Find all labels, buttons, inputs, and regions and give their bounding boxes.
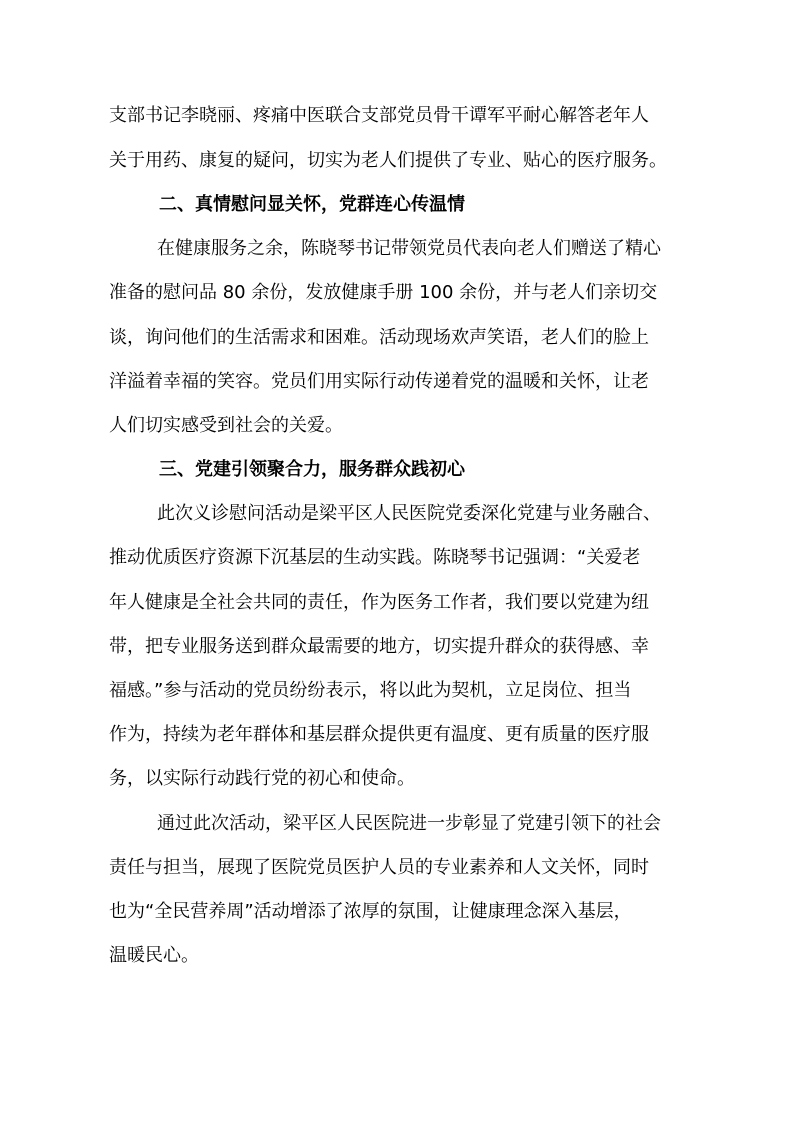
paragraph-2-line-2: 准备的慰问品 80 余份，发放健康手册 100 余份，并与老人们亲切交 bbox=[109, 282, 658, 303]
paragraph-3-line-7: 务，以实际行动践行党的初心和使命。 bbox=[109, 768, 415, 789]
paragraph-4-line-2: 责任与担当，展现了医院党员医护人员的专业素养和人文关怀，同时 bbox=[109, 857, 649, 878]
paragraph-2-line-4: 洋溢着幸福的笑容。党员们用实际行动传递着党的温暖和关怀，让老 bbox=[109, 371, 649, 392]
paragraph-2-line-5: 人们切实感受到社会的关爱。 bbox=[109, 415, 343, 436]
paragraph-4-line-1: 通过此次活动，梁平区人民医院进一步彰显了党建引领下的社会 bbox=[157, 813, 661, 834]
paragraph-3-line-2: 推动优质医疗资源下沉基层的生动实践。陈晓琴书记强调：“关爱老 bbox=[109, 547, 641, 568]
section-heading-2: 二、真情慰问显关怀，党群连心传温情 bbox=[159, 194, 465, 215]
paragraph-1-line-2: 关于用药、康复的疑问，切实为老人们提供了专业、贴心的医疗服务。 bbox=[109, 150, 667, 171]
paragraph-4-line-3: 也为“全民营养周”活动增添了浓厚的氛围，让健康理念深入基层， bbox=[109, 901, 632, 922]
paragraph-3-line-6: 作为，持续为老年群体和基层群众提供更有温度、更有质量的医疗服 bbox=[109, 724, 649, 745]
paragraph-2-line-1: 在健康服务之余，陈晓琴书记带领党员代表向老人们赠送了精心 bbox=[157, 238, 661, 259]
paragraph-1-line-1: 支部书记李晓丽、疼痛中医联合支部党员骨干谭军平耐心解答老年人 bbox=[109, 105, 649, 126]
paragraph-3-line-3: 年人健康是全社会共同的责任，作为医务工作者，我们要以党建为纽 bbox=[109, 592, 649, 613]
paragraph-2-line-3: 谈，询问他们的生活需求和困难。活动现场欢声笑语，老人们的脸上 bbox=[109, 327, 649, 348]
paragraph-3-line-5: 福感。”参与活动的党员纷纷表示，将以此为契机，立足岗位、担当 bbox=[109, 680, 632, 701]
paragraph-4-line-4: 温暖民心。 bbox=[109, 945, 199, 966]
section-heading-3: 三、党建引领聚合力，服务群众践初心 bbox=[159, 459, 465, 480]
paragraph-3-line-4: 带，把专业服务送到群众最需要的地方，切实提升群众的获得感、幸 bbox=[109, 636, 649, 657]
paragraph-3-line-1: 此次义诊慰问活动是梁平区人民医院党委深化党建与业务融合、 bbox=[157, 503, 661, 524]
